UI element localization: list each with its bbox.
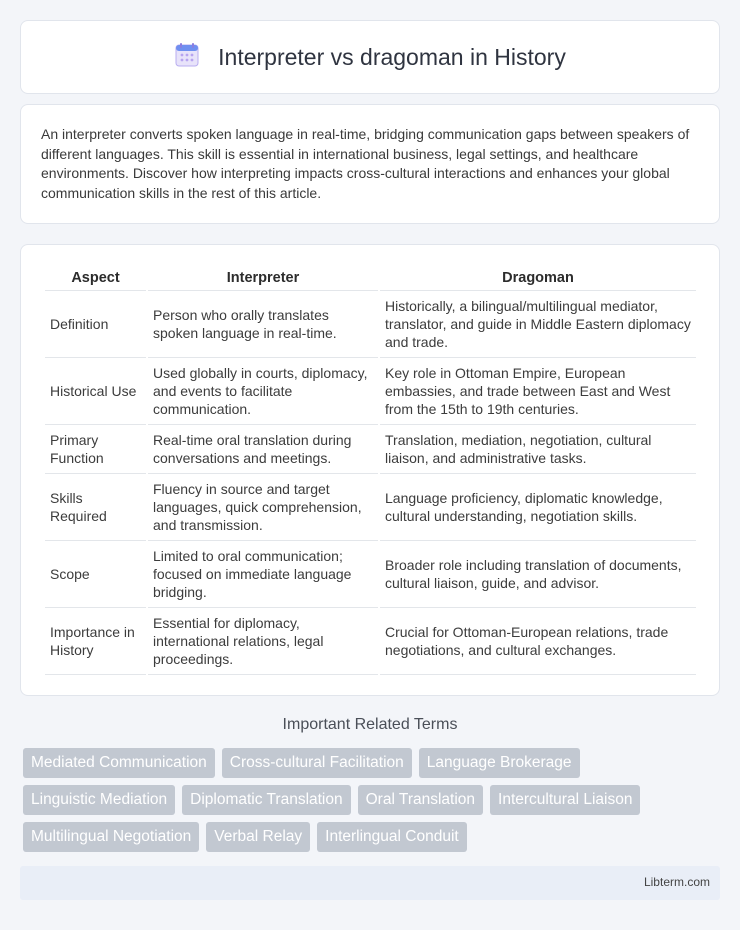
page-title: Interpreter vs dragoman in History: [218, 43, 566, 70]
table-row: [45, 291, 696, 358]
table-cell-aspect: Primary Function: [45, 425, 146, 474]
table-row: [45, 358, 696, 425]
table-cell-interpreter: Limited to oral communication; focused on immediate language bridging.: [148, 541, 378, 608]
table-cell-aspect: Scope: [45, 541, 146, 608]
table-row: [45, 425, 696, 474]
header-card: [20, 20, 720, 94]
table-cell-interpreter: Used globally in courts, diplomacy, and events to facilitate communication.: [148, 358, 378, 425]
column-header-interpreter: Interpreter: [148, 265, 378, 291]
table-cell-aspect: Historical Use: [45, 358, 146, 425]
table-cell-interpreter: Person who orally translates spoken language in real-time.: [148, 291, 378, 358]
comparison-table-card: [20, 244, 720, 696]
table-cell-dragoman: Language proficiency, diplomatic knowledge, cultural understanding, negotiation skills.: [380, 474, 696, 541]
intro-card: [20, 104, 720, 224]
table-cell-interpreter: Essential for diplomacy, international relations, legal proceedings.: [148, 608, 378, 675]
table-row: [45, 608, 696, 675]
comparison-table: [43, 265, 698, 675]
related-term-tag[interactable]: Multilingual Negotiation: [23, 822, 199, 852]
table-cell-dragoman: Key role in Ottoman Empire, European embassies, and trade between East and West from the 15th to 19th centuries.: [380, 358, 696, 425]
footer: [20, 866, 720, 900]
table-row: [45, 474, 696, 541]
table-cell-aspect: Importance in History: [45, 608, 146, 675]
related-term-tag[interactable]: Language Brokerage: [419, 748, 580, 778]
table-cell-interpreter: Real-time oral translation during conversations and meetings.: [148, 425, 378, 474]
table-cell-aspect: Definition: [45, 291, 146, 358]
related-term-tag[interactable]: Cross-cultural Facilitation: [222, 748, 412, 778]
calendar-icon: [174, 42, 200, 73]
intro-text: An interpreter converts spoken language in real-time, bridging communication gaps between speakers of different languages. This skill is essential in international business, legal settings, and healthcare environments. Discover how interpreting impacts cross-cultural interactions and enhances your global communication skills in the rest of this article.: [41, 126, 690, 201]
related-term-tag[interactable]: Oral Translation: [358, 785, 483, 815]
column-header-dragoman: Dragoman: [380, 265, 696, 291]
table-cell-interpreter: Fluency in source and target languages, quick comprehension, and transmission.: [148, 474, 378, 541]
related-term-tag[interactable]: Interlingual Conduit: [317, 822, 467, 852]
related-term-tag[interactable]: Verbal Relay: [206, 822, 310, 852]
table-cell-dragoman: Historically, a bilingual/multilingual mediator, translator, and guide in Middle Eastern diplomacy and trade.: [380, 291, 696, 358]
column-header-aspect: Aspect: [45, 265, 146, 291]
related-term-tag[interactable]: Diplomatic Translation: [182, 785, 350, 815]
related-terms-title: Important Related Terms: [282, 716, 458, 733]
related-term-tag[interactable]: Mediated Communication: [23, 748, 215, 778]
related-term-tag[interactable]: Intercultural Liaison: [490, 785, 640, 815]
table-row: [45, 541, 696, 608]
table-cell-dragoman: Crucial for Ottoman-European relations, trade negotiations, and cultural exchanges.: [380, 608, 696, 675]
table-cell-dragoman: Broader role including translation of documents, cultural liaison, guide, and advisor.: [380, 541, 696, 608]
related-terms-list: [23, 748, 723, 852]
table-cell-dragoman: Translation, mediation, negotiation, cultural liaison, and administrative tasks.: [380, 425, 696, 474]
related-term-tag[interactable]: Linguistic Mediation: [23, 785, 175, 815]
footer-site-link[interactable]: Libterm.com: [643, 875, 710, 889]
table-cell-aspect: Skills Required: [45, 474, 146, 541]
